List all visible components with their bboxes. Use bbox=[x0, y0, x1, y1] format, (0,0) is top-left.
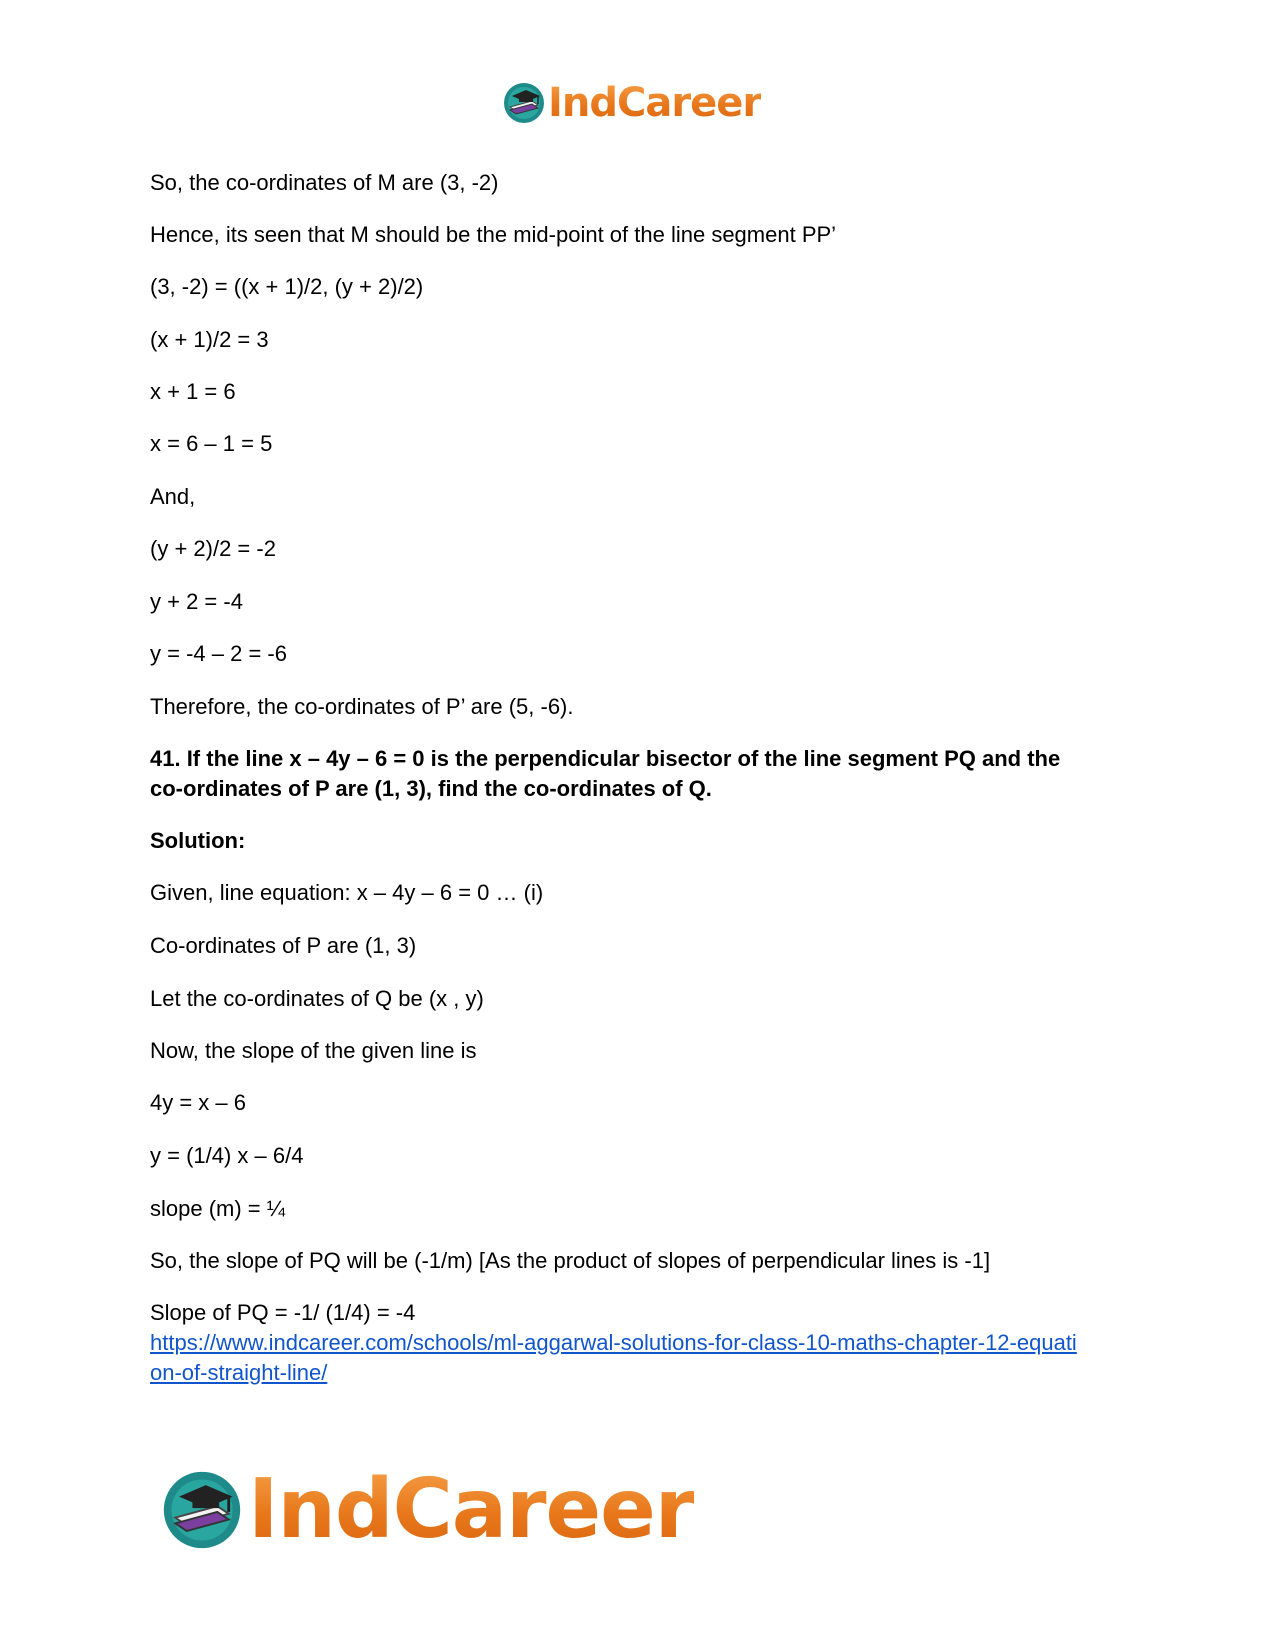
text-line: Hence, its seen that M should be the mid-point of the line segment PP’ bbox=[150, 222, 837, 247]
header-logo-text: IndCareer bbox=[548, 80, 762, 126]
question-text: 41. If the line x – 4y – 6 = 0 is the perpendicular bisector of the line segment PQ and the bbox=[150, 746, 1061, 771]
graduation-cap-book-icon bbox=[502, 81, 546, 125]
graduation-cap-book-icon bbox=[160, 1468, 244, 1552]
footer-logo-text: IndCareer bbox=[248, 1462, 695, 1557]
text-line: x = 6 – 1 = 5 bbox=[150, 431, 273, 456]
text-line: (x + 1)/2 = 3 bbox=[150, 327, 269, 352]
question-text: co-ordinates of P are (1, 3), find the co-ordinates of Q. bbox=[150, 776, 712, 801]
text-line: Therefore, the co-ordinates of P’ are (5, -6). bbox=[150, 694, 574, 719]
text-line: (3, -2) = ((x + 1)/2, (y + 2)/2) bbox=[150, 274, 424, 299]
text-line: y + 2 = -4 bbox=[150, 589, 243, 614]
text-line: Now, the slope of the given line is bbox=[150, 1038, 477, 1063]
text-line: y = (1/4) x – 6/4 bbox=[150, 1143, 304, 1168]
text-line: y = -4 – 2 = -6 bbox=[150, 641, 287, 666]
text-line: So, the slope of PQ will be (-1/m) [As the product of slopes of perpendicular lines is -1] bbox=[150, 1248, 991, 1273]
text-line: slope (m) = ¼ bbox=[150, 1196, 286, 1221]
solution-heading: Solution: bbox=[150, 828, 246, 853]
text-line: x + 1 = 6 bbox=[150, 379, 236, 404]
source-link[interactable]: on-of-straight-line/ bbox=[150, 1360, 328, 1385]
text-line: And, bbox=[150, 484, 196, 509]
text-line: Co-ordinates of P are (1, 3) bbox=[150, 933, 417, 958]
source-link[interactable]: https://www.indcareer.com/schools/ml-aggarwal-solutions-for-class-10-maths-chapter-12-equati bbox=[150, 1330, 1077, 1355]
text-line: Slope of PQ = -1/ (1/4) = -4 bbox=[150, 1300, 416, 1325]
text-line: Given, line equation: x – 4y – 6 = 0 … (i) bbox=[150, 880, 544, 905]
text-line: Let the co-ordinates of Q be (x , y) bbox=[150, 986, 484, 1011]
text-line: So, the co-ordinates of M are (3, -2) bbox=[150, 170, 499, 195]
footer-logo bbox=[160, 1462, 694, 1557]
header-logo bbox=[502, 78, 761, 128]
text-line: 4y = x – 6 bbox=[150, 1090, 247, 1115]
text-line: (y + 2)/2 = -2 bbox=[150, 536, 276, 561]
